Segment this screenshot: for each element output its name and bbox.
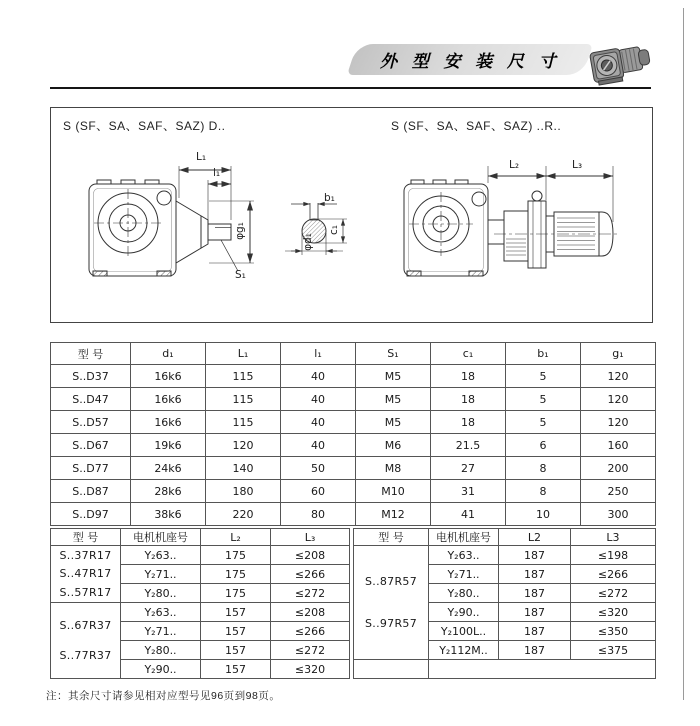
cell: ≤272 (271, 641, 350, 660)
table-row (51, 457, 656, 480)
cell-model: S..D47 (51, 388, 131, 411)
cell-model: S..D87 (51, 480, 131, 503)
table-row (51, 434, 656, 457)
dim-label-b1: b₁ (324, 192, 335, 204)
cell: M6 (356, 434, 431, 457)
cell: 220 (206, 503, 281, 526)
cell: 21.5 (431, 434, 506, 457)
cell-frame: Y₂80.. (429, 584, 499, 603)
cell: 40 (281, 411, 356, 434)
dim-label-g1: φg₁ (233, 222, 246, 240)
table-row (51, 411, 656, 434)
cell: 157 (201, 641, 271, 660)
cell-frame: Y₂80.. (121, 641, 201, 660)
col-header-L3: L₃ (271, 529, 350, 546)
cell: 16k6 (131, 365, 206, 388)
cell: 6 (506, 434, 581, 457)
col-header-frame: 电机机座号 (121, 529, 201, 546)
footnote: 注：其余尺寸请参见相对应型号见96页到98页。 (46, 690, 281, 702)
right-gearmotor-drawing (404, 166, 619, 276)
col-header-l1: l₁ (281, 343, 356, 365)
technical-drawing (51, 108, 652, 322)
cell: ≤266 (271, 565, 350, 584)
table-header-row (354, 529, 656, 546)
cell: 120 (581, 365, 656, 388)
col-header-model: 型 号 (51, 343, 131, 365)
cell: 18 (431, 411, 506, 434)
cell: 187 (499, 584, 571, 603)
cell: 8 (506, 480, 581, 503)
cell: 175 (201, 565, 271, 584)
cell: M5 (356, 365, 431, 388)
table-row (51, 480, 656, 503)
cell: 115 (206, 388, 281, 411)
cell: M5 (356, 388, 431, 411)
col-header-S1: S₁ (356, 343, 431, 365)
cell: 175 (201, 584, 271, 603)
cell-model: S..D57 (51, 411, 131, 434)
dim-label-S1: S₁ (235, 269, 246, 281)
cell: ≤208 (271, 603, 350, 622)
cell: 80 (281, 503, 356, 526)
cell: 18 (431, 388, 506, 411)
cell: ≤272 (571, 584, 656, 603)
cell: 19k6 (131, 434, 206, 457)
col-header-L2: L₂ (201, 529, 271, 546)
header-banner (347, 44, 593, 75)
col-header-model: 型 号 (51, 529, 121, 546)
table-row (354, 660, 656, 679)
cell: 187 (499, 603, 571, 622)
cell: 120 (581, 411, 656, 434)
cell: 175 (201, 546, 271, 565)
col-header-model: 型 号 (354, 529, 429, 546)
cell: 180 (206, 480, 281, 503)
dim-label-l1: l₁ (213, 167, 221, 179)
col-header-c1: c₁ (431, 343, 506, 365)
cell: ≤198 (571, 546, 656, 565)
col-header-L1: L₁ (206, 343, 281, 365)
cell-model-group (51, 546, 121, 603)
cell: 27 (431, 457, 506, 480)
cell: 8 (506, 457, 581, 480)
cell: 31 (431, 480, 506, 503)
cell: 200 (581, 457, 656, 480)
cell-frame: Y₂80.. (121, 584, 201, 603)
dim-label-L3: L₃ (572, 159, 583, 171)
series-label-right: S (SF、SA、SAF、SAZ) ..R.. (391, 119, 562, 133)
header-divider (50, 87, 651, 89)
cell: ≤266 (571, 565, 656, 584)
cell-frame: Y₂90.. (121, 660, 201, 679)
model-label: S..47R17 (59, 567, 112, 581)
dim-label-d1: φd₁ (301, 233, 314, 251)
cell-frame: Y₂71.. (121, 622, 201, 641)
cell-frame: Y₂63.. (121, 546, 201, 565)
cell: 187 (499, 565, 571, 584)
model-label: S..57R17 (59, 586, 112, 600)
cell: 187 (499, 622, 571, 641)
cell: 16k6 (131, 388, 206, 411)
model-label: S..97R57 (364, 617, 417, 630)
cell: 120 (581, 388, 656, 411)
model-label: S..87R57 (364, 575, 417, 588)
cell: 157 (201, 660, 271, 679)
cell: 38k6 (131, 503, 206, 526)
cell: 157 (201, 603, 271, 622)
model-label: S..37R17 (59, 548, 112, 562)
table-row (51, 546, 350, 565)
cell: M12 (356, 503, 431, 526)
cell: 40 (281, 365, 356, 388)
cell-model: S..D77 (51, 457, 131, 480)
cell-empty (354, 660, 429, 679)
cell: 120 (206, 434, 281, 457)
cell: ≤320 (571, 603, 656, 622)
dimension-drawing-panel (50, 107, 653, 323)
cell: 115 (206, 365, 281, 388)
cell: M10 (356, 480, 431, 503)
cell: 60 (281, 480, 356, 503)
dim-label-c1: c₁ (327, 225, 340, 235)
cell-empty (429, 660, 656, 679)
col-header-frame: 电机机座号 (429, 529, 499, 546)
cell: 16k6 (131, 411, 206, 434)
table-header-row (51, 529, 350, 546)
main-dimensions-table (50, 342, 656, 526)
model-label: S..67R37 (59, 619, 112, 633)
cell: 250 (581, 480, 656, 503)
cell: ≤375 (571, 641, 656, 660)
cell: M8 (356, 457, 431, 480)
left-gearbox-drawing (89, 166, 254, 276)
cell-frame: Y₂63.. (429, 546, 499, 565)
cell: 50 (281, 457, 356, 480)
cell-frame: Y₂71.. (429, 565, 499, 584)
motor-frame-table-left (50, 528, 350, 679)
table-row (51, 388, 656, 411)
col-header-L2: L2 (499, 529, 571, 546)
cell: 28k6 (131, 480, 206, 503)
dim-label-L1: L₁ (196, 151, 207, 163)
cell: ≤320 (271, 660, 350, 679)
cell-frame: Y₂63.. (121, 603, 201, 622)
table-row (51, 503, 656, 526)
col-header-b1: b₁ (506, 343, 581, 365)
cell: 300 (581, 503, 656, 526)
cell: 157 (201, 622, 271, 641)
table-row (51, 603, 350, 622)
table-header-row (51, 343, 656, 365)
cell-model-group (354, 546, 429, 660)
table-row (51, 365, 656, 388)
cell: ≤266 (271, 622, 350, 641)
model-label: S..77R37 (59, 648, 112, 662)
cell-model: S..D67 (51, 434, 131, 457)
cell: ≤208 (271, 546, 350, 565)
gearmotor-photo-icon (584, 38, 658, 90)
cell: 24k6 (131, 457, 206, 480)
cell: 10 (506, 503, 581, 526)
cell-model-group (51, 603, 121, 679)
cell: 40 (281, 388, 356, 411)
col-header-d1: d₁ (131, 343, 206, 365)
cell: 40 (281, 434, 356, 457)
cell-frame: Y₂112M.. (429, 641, 499, 660)
cell: ≤272 (271, 584, 350, 603)
cell: 140 (206, 457, 281, 480)
cell: 5 (506, 365, 581, 388)
col-header-L3: L3 (571, 529, 656, 546)
cell-frame: Y₂71.. (121, 565, 201, 584)
cell: 187 (499, 546, 571, 565)
col-header-g1: g₁ (581, 343, 656, 365)
cell-model: S..D37 (51, 365, 131, 388)
page-title: 外 型 安 装 尺 寸 (379, 52, 561, 71)
series-label-left: S (SF、SA、SAF、SAZ) D.. (63, 119, 226, 133)
cell: 187 (499, 641, 571, 660)
page-edge-rule (683, 8, 684, 700)
cell-frame: Y₂90.. (429, 603, 499, 622)
cell: 5 (506, 388, 581, 411)
cell-model: S..D97 (51, 503, 131, 526)
cell: 41 (431, 503, 506, 526)
cell: 115 (206, 411, 281, 434)
cell: M5 (356, 411, 431, 434)
cell: 160 (581, 434, 656, 457)
dim-label-L2: L₂ (509, 159, 520, 171)
cell: ≤350 (571, 622, 656, 641)
table-row (354, 546, 656, 565)
cell: 5 (506, 411, 581, 434)
motor-frame-table-right (353, 528, 656, 679)
cell-frame: Y₂100L.. (429, 622, 499, 641)
cell: 18 (431, 365, 506, 388)
